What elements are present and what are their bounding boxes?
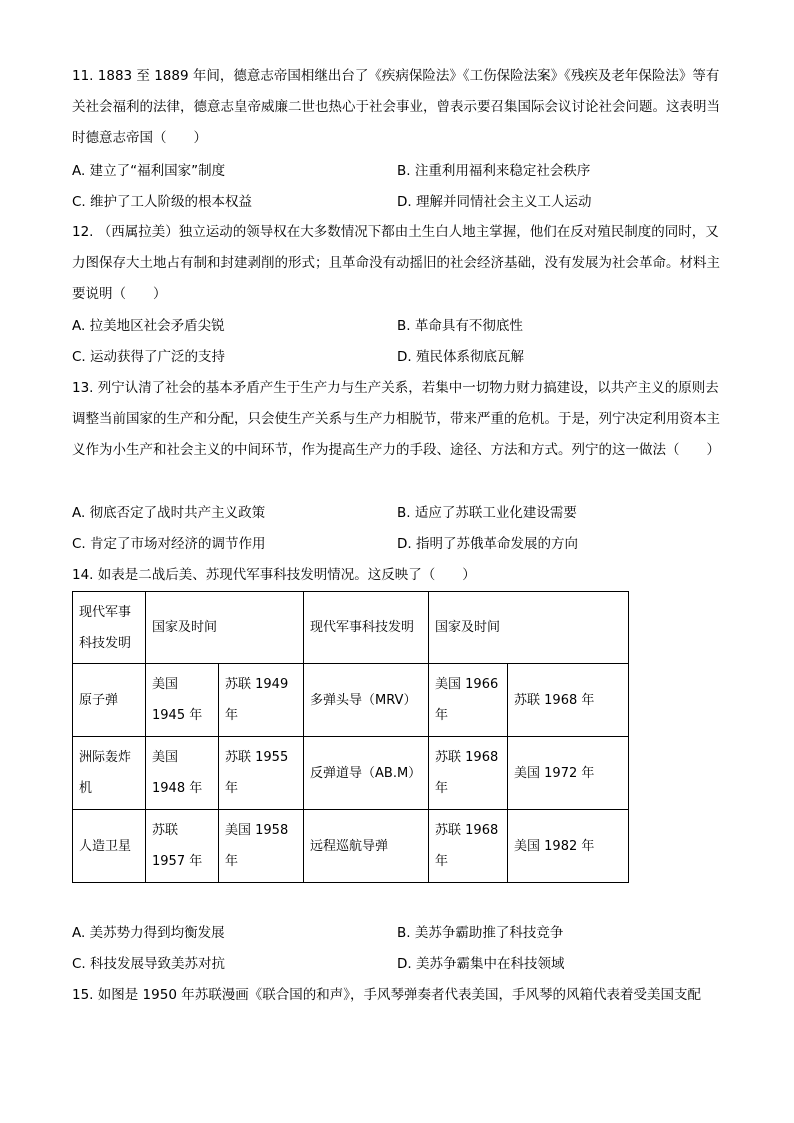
country-time-cell: 苏联 1955 年 <box>219 737 304 810</box>
country-time-cell: 苏联 1949 年 <box>219 664 304 737</box>
question-12-stem: 12. （西属拉美）独立运动的领导权在大多数情况下都由土生白人地主掌握，他们在反对殖民制度的同时，又力图保存大土地占有制和封建剥削的形式；且革命没有动摇旧的社会经济基础，没有发展为社会革命。材料主要说明（ ） <box>72 224 720 302</box>
question-14-option-b: B. 美苏争霸助推了科技竞争 <box>397 925 564 941</box>
invention-cell: 洲际轰炸机 <box>73 737 146 810</box>
table-row <box>73 810 629 883</box>
table-row <box>73 664 629 737</box>
country-time-cell: 苏联 1968 年 <box>429 737 508 810</box>
question-13-stem: 13. 列宁认清了社会的基本矛盾产生于生产力与生产关系，若集中一切物力财力搞建设，以共产主义的原则去调整当前国家的生产和分配，只会使生产关系与生产力相脱节，带来严重的危机。于是，列宁决定利用资本主义作为小生产和社会主义的中间环节，作为提高生产力的手段、途径、方法和方式。列宁的这一做法（ ） <box>72 380 720 458</box>
question-14-option-d: D. 美苏争霸集中在科技领域 <box>397 956 565 972</box>
question-11-option-d: D. 理解并同情社会主义工人运动 <box>397 194 592 210</box>
country-time-cell: 苏联 1968 年 <box>429 810 508 883</box>
question-11-option-a: A. 建立了“福利国家”制度 <box>72 163 226 179</box>
country-time-cell: 美国 1958 年 <box>219 810 304 883</box>
question-12-option-a: A. 拉美地区社会矛盾尖锐 <box>72 318 225 334</box>
question-15-stem: 15. 如图是 1950 年苏联漫画《联合国的和声》，手风琴弹奏者代表美国，手风琴的风箱代表着受美国支配 <box>72 987 701 1003</box>
country-time-cell: 苏联 1968 年 <box>508 664 629 737</box>
country-time-cell: 美国 1948 年 <box>146 737 219 810</box>
military-tech-table <box>72 591 629 883</box>
country-time-cell: 美国 1966 年 <box>429 664 508 737</box>
invention-cell: 远程巡航导弹 <box>304 810 429 883</box>
country-time-cell: 美国 1945 年 <box>146 664 219 737</box>
question-14-stem: 14. 如表是二战后美、苏现代军事科技发明情况。这反映了（ ） <box>72 567 476 583</box>
question-14-option-c: C. 科技发展导致美苏对抗 <box>72 956 226 972</box>
invention-cell: 原子弹 <box>73 664 146 737</box>
invention-cell: 多弹头导（MRV） <box>304 664 429 737</box>
country-time-cell: 苏联 1957 年 <box>146 810 219 883</box>
question-11-option-b: B. 注重利用福利来稳定社会秩序 <box>397 163 591 179</box>
question-12-option-b: B. 革命具有不彻底性 <box>397 318 523 334</box>
table-header-row <box>73 592 629 664</box>
question-13-option-b: B. 适应了苏联工业化建设需要 <box>397 505 577 521</box>
header-country-time-1: 国家及时间 <box>146 592 304 664</box>
question-12-option-d: D. 殖民体系彻底瓦解 <box>397 349 524 365</box>
country-time-cell: 美国 1972 年 <box>508 737 629 810</box>
country-time-cell: 美国 1982 年 <box>508 810 629 883</box>
invention-cell: 人造卫星 <box>73 810 146 883</box>
header-invention-1: 现代军事科技发明 <box>73 592 146 664</box>
question-13-option-c: C. 肯定了市场对经济的调节作用 <box>72 536 266 552</box>
invention-cell: 反弹道导（AB.M） <box>304 737 429 810</box>
question-13-option-a: A. 彻底否定了战时共产主义政策 <box>72 505 266 521</box>
question-11-option-c: C. 维护了工人阶级的根本权益 <box>72 194 253 210</box>
question-13-option-d: D. 指明了苏俄革命发展的方向 <box>397 536 578 552</box>
table-row <box>73 737 629 810</box>
question-14-option-a: A. 美苏势力得到均衡发展 <box>72 925 225 941</box>
question-12-option-c: C. 运动获得了广泛的支持 <box>72 349 226 365</box>
question-11-stem: 11. 1883 至 1889 年间，德意志帝国相继出台了《疾病保险法》《工伤保险法案》《残疾及老年保险法》等有关社会福利的法律，德意志皇帝威廉二世也热心于社会事业，曾表示要召集国际会议讨论社会问题。这表明当时德意志帝国（ ） <box>72 68 720 146</box>
header-invention-2: 现代军事科技发明 <box>304 592 429 664</box>
header-country-time-2: 国家及时间 <box>429 592 629 664</box>
